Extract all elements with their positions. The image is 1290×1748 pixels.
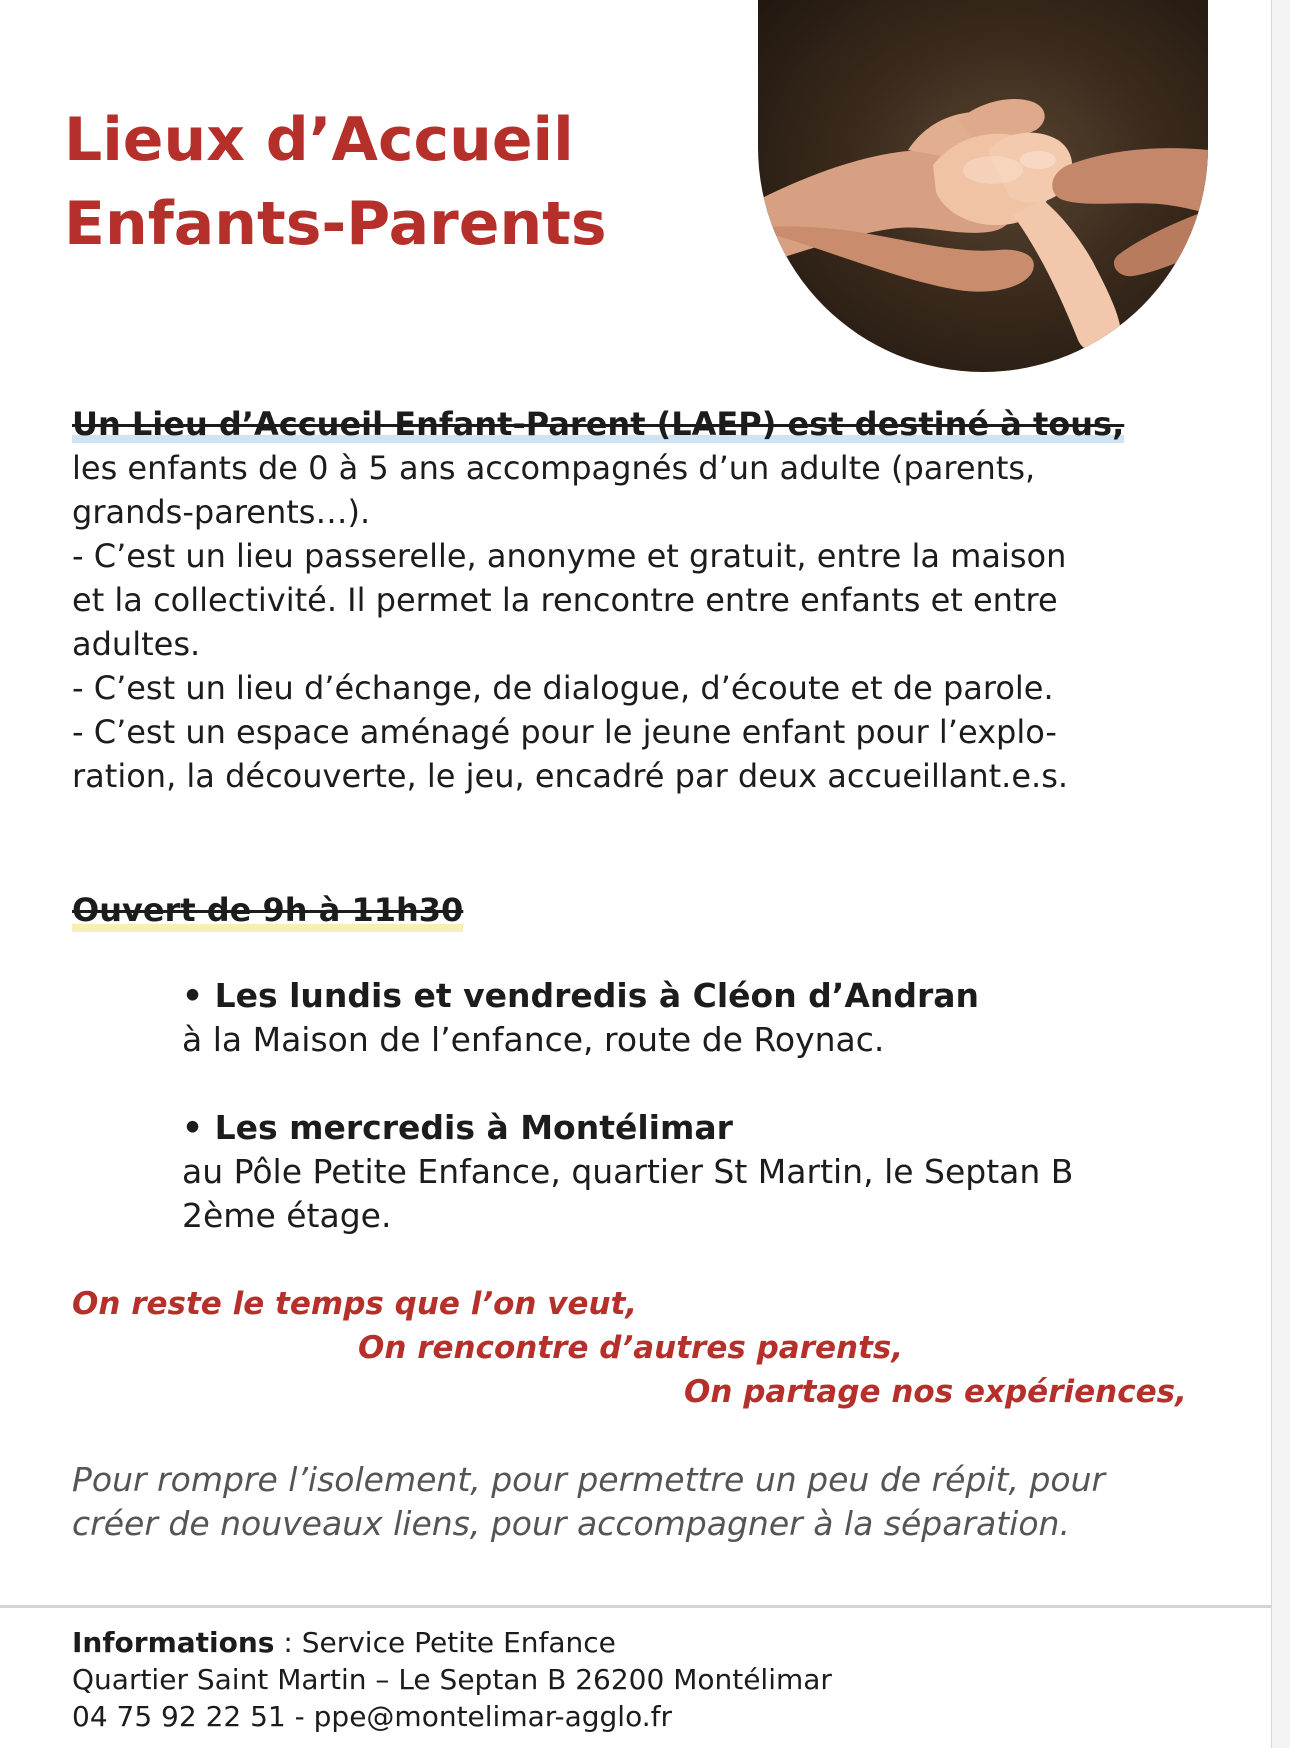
footer-service: : Service Petite Enfance (274, 1626, 616, 1659)
slogan-line: On reste le temps que l’on veut, (72, 1286, 638, 1322)
intro-line: grands-parents…). (72, 493, 371, 531)
location-address: au Pôle Petite Enfance, quartier St Martin, le Septan B (182, 1152, 1074, 1191)
closing-line: créer de nouveaux liens, pour accompagner à la séparation. (72, 1504, 1070, 1543)
location-cleon (182, 974, 979, 1062)
intro-line: ration, la découverte, le jeu, encadré par deux accueillant.e.s. (72, 757, 1069, 795)
opening-hours: Ouvert de 9h à 11h30 (72, 888, 463, 932)
hands-photo (758, 0, 1208, 372)
page-edge (1271, 0, 1290, 1748)
hands-illustration (758, 0, 1208, 372)
location-name: • Les mercredis à Montélimar (182, 1108, 733, 1147)
intro-section (72, 402, 1222, 798)
location-address: à la Maison de l’enfance, route de Roynac. (182, 1020, 885, 1059)
page-title (64, 98, 607, 266)
intro-line: les enfants de 0 à 5 ans accompagnés d’un adulte (parents, (72, 449, 1036, 487)
closing-line: Pour rompre l’isolement, pour permettre un peu de répit, pour (72, 1460, 1106, 1499)
intro-line: - C’est un espace aménagé pour le jeune enfant pour l’explo- (72, 713, 1057, 751)
closing-text (72, 1458, 1222, 1546)
intro-line: adultes. (72, 625, 201, 663)
footer-label: Informations (72, 1626, 275, 1659)
slogan-line: On rencontre d’autres parents, (358, 1330, 904, 1366)
slogan-line: On partage nos expériences, (684, 1374, 1187, 1410)
intro-heading: Un Lieu d’Accueil Enfant-Parent (LAEP) est destiné à tous, (72, 405, 1125, 443)
footer-address: Quartier Saint Martin – Le Septan B 26200 Montélimar (72, 1663, 832, 1696)
footer-info (72, 1624, 832, 1735)
footer-contact[interactable]: 04 75 92 22 51 - ppe@montelimar-agglo.fr (72, 1700, 672, 1733)
location-floor: 2ème étage. (182, 1196, 392, 1235)
intro-line: - C’est un lieu passerelle, anonyme et gratuit, entre la maison (72, 537, 1067, 575)
title-line-2: Enfants-Parents (64, 189, 607, 259)
location-montelimar (182, 1106, 1073, 1238)
footer-divider (0, 1605, 1271, 1608)
intro-line: - C’est un lieu d’échange, de dialogue, d’écoute et de parole. (72, 669, 1054, 707)
intro-line: et la collectivité. Il permet la rencontre entre enfants et entre (72, 581, 1058, 619)
title-line-1: Lieux d’Accueil (64, 105, 574, 175)
location-name: • Les lundis et vendredis à Cléon d’Andran (182, 976, 980, 1015)
